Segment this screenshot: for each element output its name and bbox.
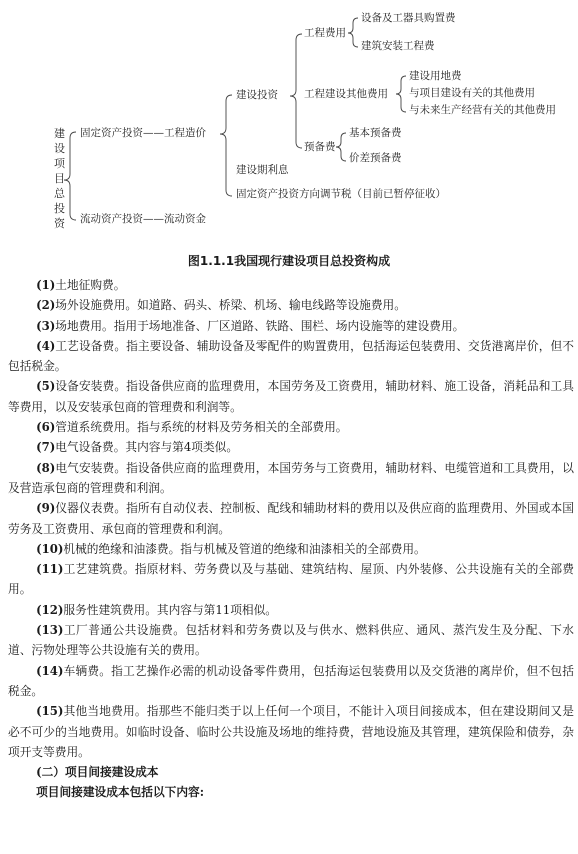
brace-other-costs [396,76,406,112]
equipment-purchase-label: 设备及工器具购置费 [361,12,456,24]
paragraph-12: (12)服务性建筑费用。其内容与第11项相似。 [36,602,277,617]
paragraph-9: (9)仪器仪表费。指所有自动仪表、控制板、配线和辅助材料的费用以及供应商的监理费用、外国或本国劳务及工资费用、承包商的管理费和利润。 [8,501,574,536]
paragraph-7: (7)电气设备费。其内容与第4项类似。 [36,440,239,455]
reserve-cost-label: 预备费 [304,141,336,153]
root-label: 建设项目总投资 [54,127,65,230]
brace-reserve [336,133,346,161]
brace-fixed-asset [220,95,232,196]
paragraph-6: (6)管道系统费用。指与系统的材料及劳务相关的全部费用。 [36,420,348,435]
price-reserve-label: 价差预备费 [349,152,402,164]
fixed-asset-label: 固定资产投资——工程造价 [80,127,206,139]
basic-reserve-label: 基本预备费 [349,127,402,139]
future-operation-other-label: 与未来生产经营有关的其他费用 [409,104,556,116]
other-costs-label: 工程建设其他费用 [304,88,388,100]
construction-investment-label: 建设投资 [236,89,278,101]
paragraph-2: (2)场外设施费用。如道路、码头、桥梁、机场、输电线路等设施费用。 [36,298,406,313]
paragraph-8: (8)电气安装费。指设备供应商的监理费用，本国劳务与工资费用，辅助材料、电缆管道和工具费用，以及营造承包商的管理费和利润。 [8,460,574,495]
paragraph-13: (13)工厂普通公共设施费。包括材料和劳务费以及与供水、燃料供应、通风、蒸汽发生及分配、下水道、污物处理等公共设施有关的费用。 [8,623,574,658]
figure-caption: 图1.1.1我国现行建设项目总投资构成 [187,254,391,268]
paragraph-4: (4)工艺设备费。指主要设备、辅助设备及零配件的购置费用，包括海运包装费用、交货港离岸价，但不包括税金。 [8,338,574,374]
diagram-braces [0,0,578,246]
investment-structure-diagram [0,0,578,246]
interest-label: 建设期利息 [236,164,289,176]
body-text [8,275,574,803]
section-heading: (二）项目间接建设成本 [36,765,159,780]
paragraph-14: (14)车辆费。指工艺操作必需的机动设备零件费用，包括海运包装费用以及交货港的离岸价，但不包括税金。 [8,663,574,698]
paragraph-10: (10)机械的绝缘和油漆费。指与机械及管道的绝缘和油漆相关的全部费用。 [36,541,426,556]
engineering-cost-label: 工程费用 [304,27,346,39]
paragraph-5: (5)设备安装费。指设备供应商的监理费用，本国劳务及工资费用，辅助材料、施工设备，消耗品和工具等费用，以及安装承包商的管理费和利润等。 [8,379,574,414]
tax-label: 固定资产投资方向调节税（目前已暂停征收） [236,188,446,200]
paragraph-1: (1)土地征购费。 [36,278,126,292]
brace-engineering [348,18,358,47]
paragraph-3: (3)场地费用。指用于场地准备、厂区道路、铁路、围栏、场内设施等的建设费用。 [36,318,465,333]
liquid-asset-label: 流动资产投资——流动资金 [80,213,206,225]
land-cost-label: 建设用地费 [409,70,462,82]
section-intro: 项目间接建设成本包括以下内容: [36,785,205,800]
brace-construction [290,34,302,148]
project-related-other-label: 与项目建设有关的其他费用 [409,87,535,99]
paragraph-15: (15)其他当地费用。指那些不能归类于以上任何一个项目，不能计入项目间接成本，但在建设期间又是必不可少的当地费用。如临时设备、临时公共设施及场地的维持费，营地设施及其管理，建筑保险和债券，杂项开支等费用。 [8,704,574,759]
installation-cost-label: 建筑安装工程费 [361,40,435,52]
paragraph-11: (11)工艺建筑费。指原材料、劳务费以及与基础、建筑结构、屋顶、内外装修、公共设施有关的全部费用。 [8,562,574,597]
